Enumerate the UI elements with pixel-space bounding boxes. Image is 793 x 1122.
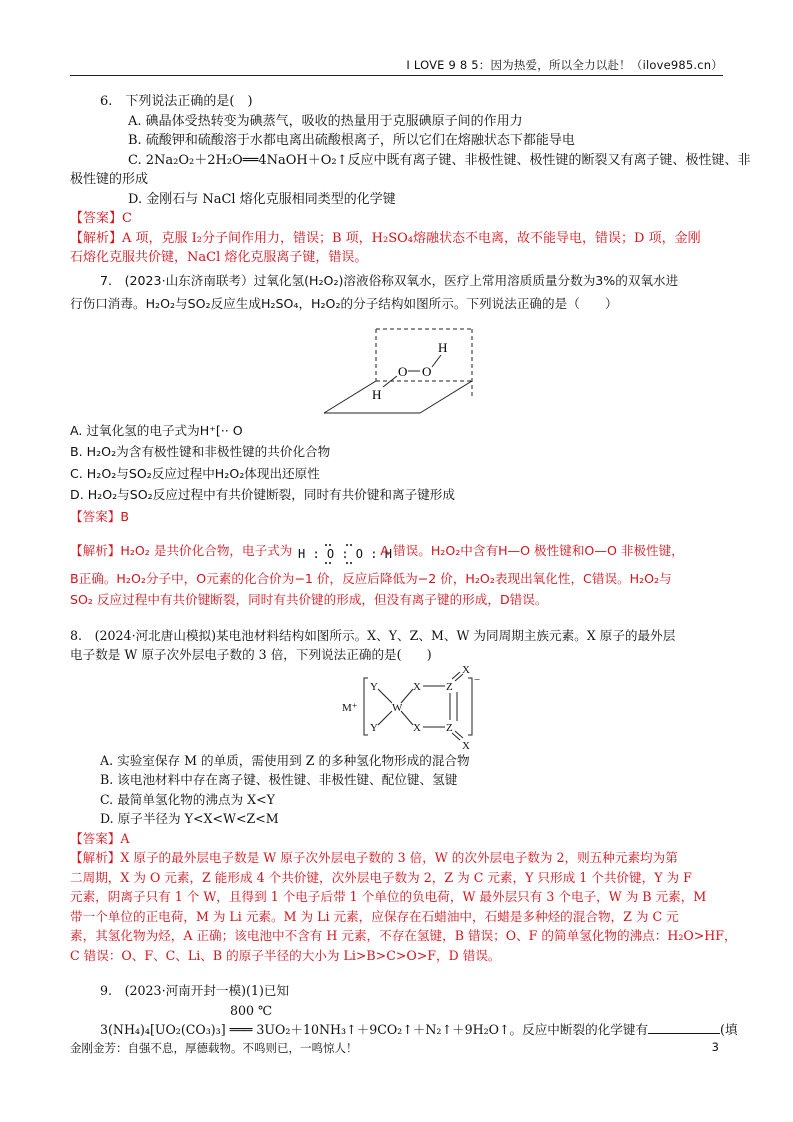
q8-explanation-3: 元素，阴离子只有 1 个 W，且得到 1 个电子后带 1 个单位的负电荷，W 最外层只有 3 个电子，W 为 B 元素，M: [70, 889, 707, 904]
q7-option-a: A. 过氧化氢的电子式为H⁺[·· O: [70, 422, 243, 438]
q9-equation-line: [70, 1020, 738, 1040]
h2o2-electron-formula: [296, 537, 393, 567]
q8-explanation-5: 素，其氢化物为烃，A 正确；该电池中不含有 H 元素，不存在氢键，B 错误；O、F 的简单氢化物的沸点：H₂O>HF，: [70, 928, 737, 943]
h2o2-structure-figure: [70, 319, 724, 415]
q7-answer: 【答案】B: [70, 508, 130, 524]
q7-option-b: B. H₂O₂为含有极性键和非极性键的共价化合物: [70, 444, 331, 459]
fig-x-upper: X: [413, 680, 421, 693]
question-9: [70, 981, 738, 1040]
q8-option-a: A. 实验室保存 M 的单质，需使用到 Z 的多种氢化物形成的混合物: [100, 752, 470, 768]
q7-option-d: D. H₂O₂与SO₂反应过程中有共价键断裂，同时有共价键和离子键形成: [70, 487, 455, 502]
page-number: 3: [711, 1040, 719, 1054]
q7-explanation-2: B正确。H₂O₂分子中，O元素的化合价为−1 价，反应后降低为−2 价，H₂O₂表现出氧化性，C错误。H₂O₂与: [70, 570, 672, 586]
page-footer: [70, 1040, 723, 1056]
q9-equation: 3(NH₄)₄[UO₂(CO₃)₃] ═══ 3UO₂＋10NH₃↑＋9CO₂↑＋N₂↑＋9H₂O↑。反应中断裂的化学键有: [100, 1022, 649, 1037]
fig-m-cation: M⁺: [342, 701, 358, 714]
fig-y-top: Y: [370, 680, 378, 693]
fig-x-bottom: X: [462, 739, 470, 752]
fig-charge: −: [474, 673, 481, 686]
fig-z-upper: Z: [446, 680, 453, 693]
q8-option-d: D. 原子半径为 Y<X<W<Z<M: [100, 811, 279, 826]
q8-stem-1: 8. (2024·河北唐山模拟)某电池材料结构如图所示。X、Y、Z、M、W 为同周期主族元素。X 原子的最外层: [70, 627, 676, 643]
q7-explanation-1a: 【解析】H₂O₂ 是共价化合物，电子式为: [70, 543, 293, 558]
q6-explanation-1: 【解析】A 项，克服 I₂分子间作用力，错误；B 项，H₂SO₄熔融状态不电离，故不能导电，错误；D 项，金刚: [70, 230, 701, 246]
q9-reaction-condition: 800 ℃: [230, 1002, 273, 1018]
q7-explanation-1: [70, 536, 724, 567]
q7-option-c: C. H₂O₂与SO₂反应过程中H₂O₂体现出还原性: [70, 465, 320, 481]
question-7: [70, 271, 724, 610]
question-6: [70, 92, 751, 268]
q9-tail: (填: [720, 1022, 738, 1037]
q7-stem-1: 7. (2023·山东济南联考）过氧化氢(H₂O₂)溶液俗称双氧水，医疗上常用溶质质量分数为3%的双氧水进: [100, 272, 679, 288]
q8-explanation-2: 二周期，X 为 O 元素，Z 能形成 4 个共价键，次外层电子数为 2，Z 为 C 元素，Y 只形成 1 个共价键，Y 为 F: [70, 869, 692, 885]
q6-option-c: C. 2Na₂O₂＋2H₂O══4NaOH＋O₂↑反应中既有离子键、非极性键、极性键的断裂又有离子键、极性键、非: [128, 152, 751, 168]
q6-option-c-cont: 极性键的形成: [70, 172, 149, 187]
fig-x-lower: X: [413, 721, 421, 734]
q8-explanation-6: C 错误：O、F、C、Li、B 的原子半径的大小为 Li>B>C>O>F，D 错误。: [70, 947, 501, 963]
q8-option-b: B. 该电池材料中存在离子键、极性键、非极性键、配位键、氢键: [100, 772, 458, 787]
footer-motto: 金刚金芳：自强不息，厚德载物。不鸣则已，一鸣惊人！: [70, 1041, 358, 1055]
fig-o-left: O: [398, 363, 408, 379]
main-content: [70, 92, 751, 1040]
fig-w: W: [392, 701, 403, 714]
fig-z-lower: Z: [446, 721, 453, 734]
q7-stem-2: 行伤口消毒。H₂O₂与SO₂反应生成H₂SO₄，H₂O₂的分子结构如图所示。下列说法正确的是（ ）: [70, 296, 618, 311]
battery-material-structure: [70, 665, 724, 751]
page-header: I LOVE 9 8 5：因为热爱，所以全力以赴！（ilove985.cn）: [406, 58, 723, 72]
q6-option-b: B. 硫酸钾和硫酸溶于水都电离出硫酸根离子，所以它们在熔融状态下都能导电: [128, 133, 575, 148]
fig-o-right: O: [422, 363, 432, 379]
question-8: [70, 626, 737, 966]
q8-stem-2: 电子数是 W 原子次外层电子数的 3 倍，下列说法正确的是( ): [70, 647, 432, 662]
battery-material-figure: [70, 665, 724, 751]
q8-option-c: C. 最简单氢化物的沸点为 X<Y: [100, 791, 275, 807]
q8-answer: 【答案】A: [70, 830, 130, 846]
q8-explanation-1: 【解析】X 原子的最外层电子数是 W 原子次外层电子数的 3 倍，W 的次外层电子数为 2，则五种元素均为第: [70, 850, 678, 865]
q6-stem: 6. 下列说法正确的是( ): [100, 94, 253, 109]
fig-x-top: X: [462, 663, 470, 676]
h2o2-structure-diagram: [70, 319, 724, 415]
fig-y-bottom: Y: [370, 721, 378, 734]
lewis-formula-text: H : O : O : H: [298, 546, 393, 561]
q6-option-a: A. 碘晶体受热转变为碘蒸气，吸收的热量用于克服碘原子间的作用力: [128, 113, 523, 129]
q6-option-d: D. 金刚石与 NaCl 熔化克服相同类型的化学键: [128, 191, 396, 207]
q7-explanation-1b: A 错误。H₂O₂中含有H—O 极性键和O—O 非极性键，: [380, 543, 684, 558]
q7-explanation-3: SO₂ 反应过程中有共价键断裂，同时有共价键的形成，但没有离子键的形成，D错误。: [70, 592, 548, 607]
fig-h-bottom: H: [372, 386, 382, 402]
q8-explanation-4: 带一个单位的正电荷，M 为 Li 元素。M 为 Li 元素，应保存在石蜡油中，石蜡是多种烃的混合物，Z 为 C 元: [70, 908, 679, 924]
fig-h-top: H: [438, 339, 448, 355]
q6-explanation-2: 石熔化克服共价键，NaCl 熔化克服离子键，错误。: [70, 250, 368, 265]
q6-answer: 【答案】C: [70, 211, 132, 226]
q9-stem: 9. (2023·河南开封一模)(1)已知: [100, 983, 290, 998]
header-rule: [70, 75, 723, 76]
q9-answer-blank: [648, 1021, 720, 1034]
